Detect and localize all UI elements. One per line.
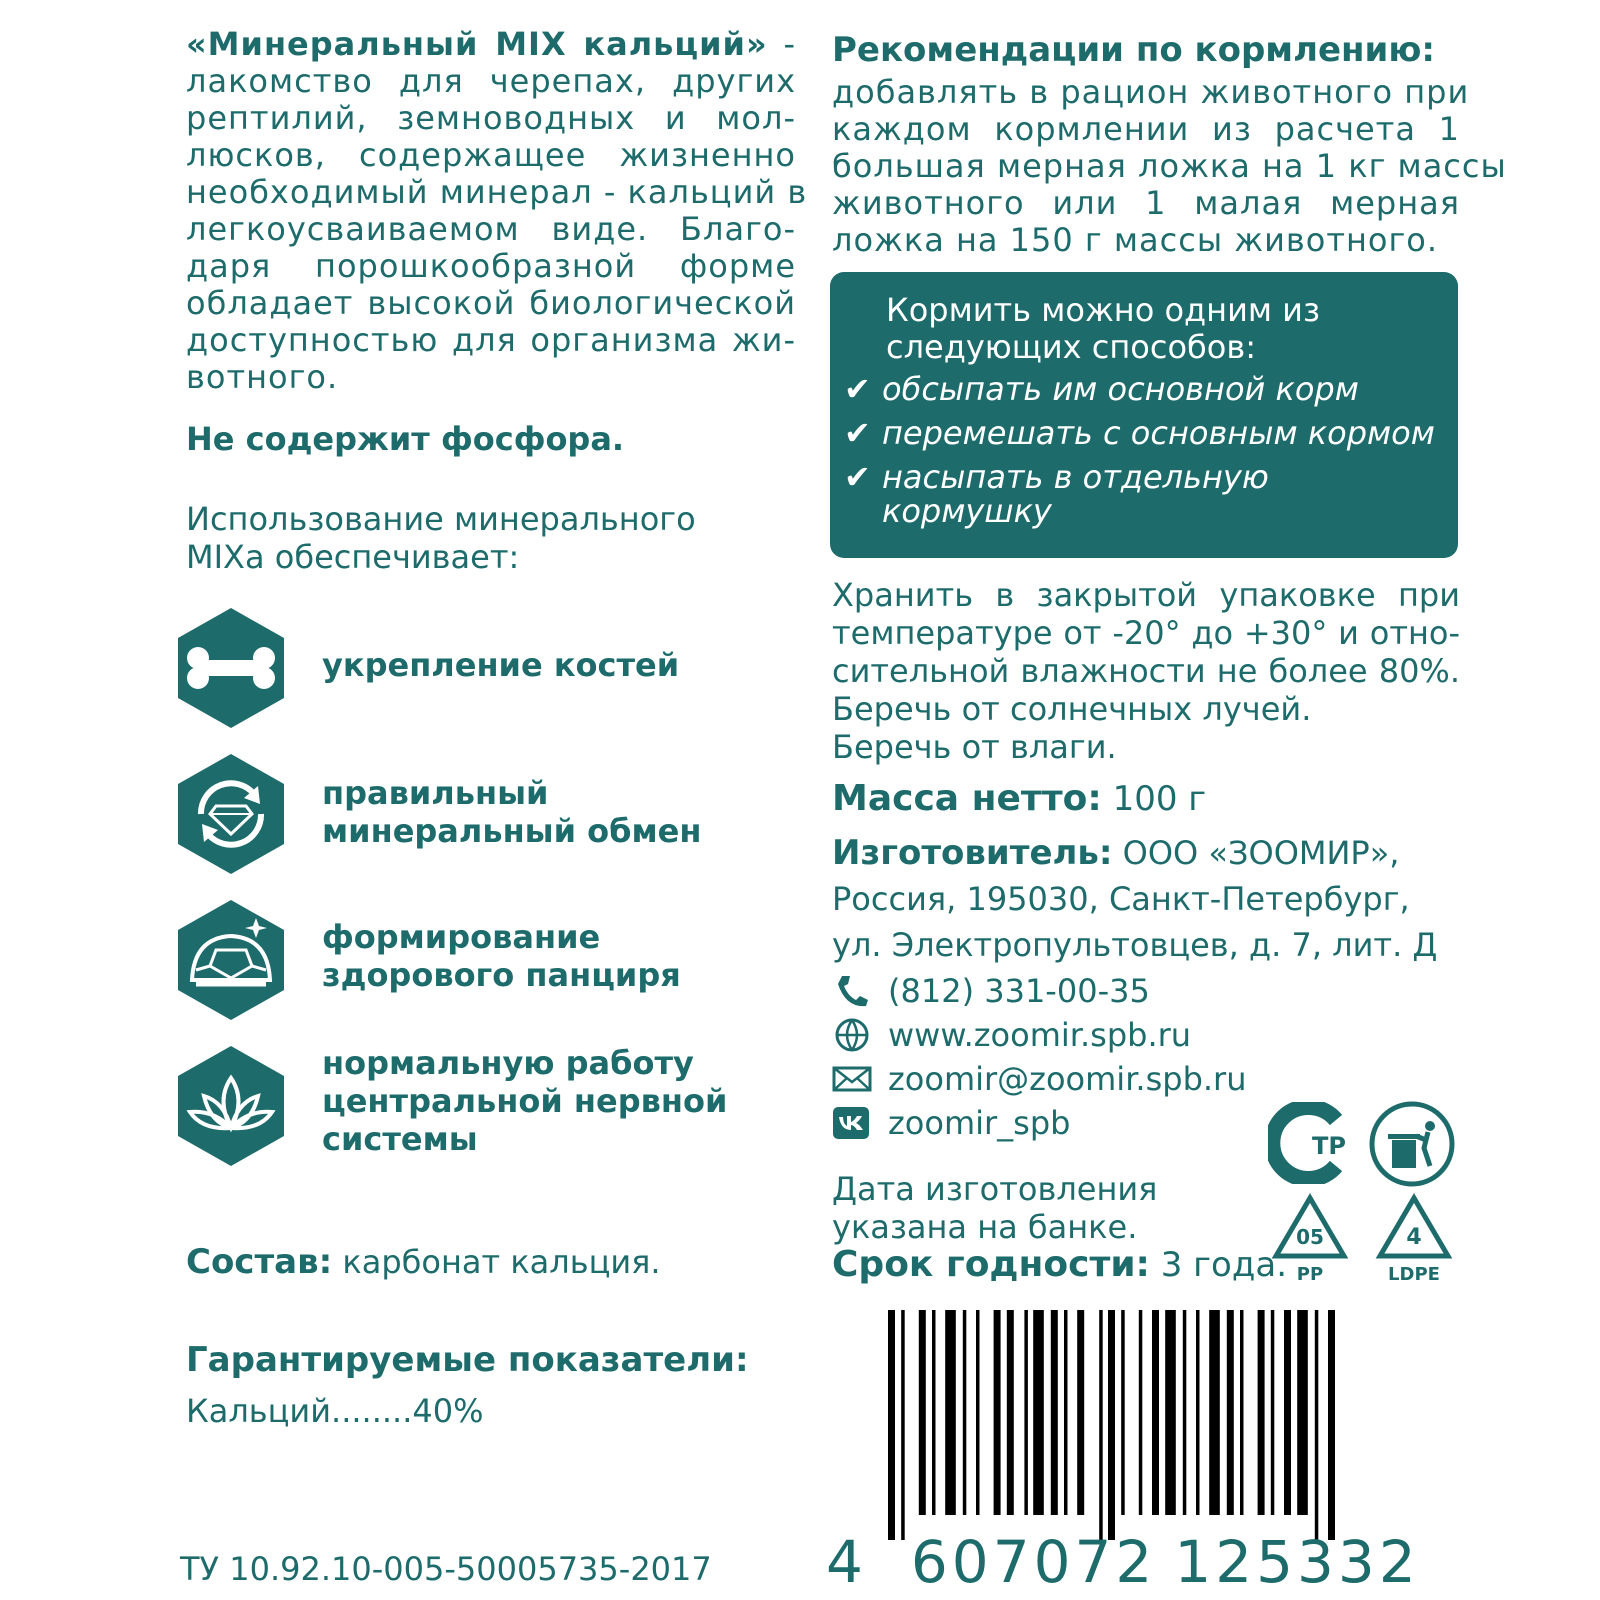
description-line: люсков, содержащее жизненно — [186, 136, 796, 174]
lotus-icon — [176, 1044, 286, 1168]
recycle-code: 05 — [1296, 1225, 1324, 1249]
guaranteed-title: Гарантируемые показатели: — [186, 1340, 749, 1380]
shelf-life — [832, 1244, 1287, 1285]
barcode-bar — [1099, 1310, 1103, 1540]
manufacturer-label: Изготовитель: — [832, 833, 1113, 873]
envelope-icon — [832, 1062, 872, 1096]
barcode-bar — [1152, 1310, 1159, 1515]
vk-icon — [832, 1106, 872, 1140]
barcode-bar — [945, 1310, 956, 1515]
benefit-label: укрепление костей — [322, 646, 680, 684]
barcode-bar — [1328, 1310, 1335, 1540]
barcode-bar — [994, 1310, 1001, 1515]
description-line: лакомство для черепах, других — [186, 62, 796, 100]
check-icon: ✔ — [844, 458, 871, 496]
feeding-option-text: кормушку — [882, 492, 1052, 530]
description-line: легкоусваиваемом виде. Благо- — [186, 210, 796, 248]
phone-number: (812) 331-00-35 — [888, 972, 1150, 1010]
recycle-code: 4 — [1406, 1225, 1422, 1250]
benefit-nervous-system — [176, 1044, 796, 1168]
barcode-number — [826, 1528, 1420, 1596]
product-description — [186, 25, 808, 396]
recommendation-line: добавлять в рацион животного при — [832, 73, 1470, 111]
barcode-bar — [976, 1310, 980, 1515]
storage-line: температуре от -20° до +30° и отно- — [832, 614, 1460, 652]
description-line: рептилий, земноводных и мол- — [186, 99, 796, 137]
manufacture-date-note — [832, 1170, 1157, 1246]
manufacturer-address: ул. Электропультовцев, д. 7, лит. Д — [832, 926, 1438, 964]
feeding-option-text: перемешать с основным кормом — [882, 414, 1435, 452]
manufacture-date-line: указана на банке. — [832, 1208, 1138, 1246]
composition-value: карбонат кальция. — [332, 1243, 661, 1281]
tu-standard: ТУ 10.92.10-005-50005735-2017 — [180, 1550, 712, 1588]
feeding-intro-line: Кормить можно одним из — [886, 291, 1320, 329]
description-line: даря порошкообразной форме — [186, 247, 796, 285]
barcode-bar — [1196, 1310, 1200, 1515]
barcode-bar — [1051, 1310, 1058, 1515]
manufacturer — [832, 830, 1437, 968]
barcode-bar — [1139, 1310, 1143, 1515]
barcode-bar — [1284, 1310, 1291, 1515]
benefit-label-line: нормальную работу — [322, 1044, 694, 1082]
turtle-shell-icon — [176, 898, 286, 1022]
benefit-label-line: центральной нервной — [322, 1082, 728, 1120]
description-line: доступностью для организма жи- — [186, 321, 796, 359]
benefit-bone-strength — [176, 606, 796, 730]
composition-label: Состав: — [186, 1242, 333, 1282]
net-mass-value: 100 г — [1101, 779, 1207, 819]
calcium-value-row: Кальций........40% — [186, 1392, 484, 1430]
benefit-label-line: системы — [322, 1120, 478, 1158]
website[interactable]: www.zoomir.spb.ru — [888, 1016, 1192, 1054]
feeding-intro — [886, 292, 1320, 366]
title-dash: - — [767, 25, 796, 63]
barcode-first-digit: 4 — [826, 1528, 867, 1596]
mineral-exchange-icon — [176, 752, 286, 876]
benefit-label — [322, 774, 701, 850]
recommendations-body — [832, 73, 1507, 259]
barcode-bar — [919, 1310, 926, 1515]
benefit-label-line: правильный — [322, 774, 549, 812]
recommendation-line: животного или 1 малая мерная — [832, 184, 1460, 222]
barcode-bar — [888, 1310, 895, 1540]
phone-icon — [832, 974, 872, 1008]
recommendation-line: каждом кормлении из расчета 1 — [832, 110, 1460, 148]
manufacturer-name: ООО «ЗООМИР», — [1112, 834, 1400, 872]
composition — [186, 1242, 661, 1282]
benefit-label — [322, 1044, 727, 1158]
barcode-bar — [932, 1310, 936, 1515]
manufacturer-address: Россия, 195030, Санкт-Петербург, — [832, 880, 1410, 918]
recommendation-line: ложка на 150 г массы животного. — [832, 221, 1439, 259]
benefit-mineral-exchange — [176, 752, 796, 876]
usage-line: Использование минерального — [186, 500, 696, 538]
benefit-healthy-shell — [176, 898, 796, 1022]
barcode-bar — [963, 1310, 967, 1515]
check-icon: ✔ — [844, 414, 871, 452]
usage-line: MIXа обеспечивает: — [186, 538, 520, 576]
benefit-label-line: формирование — [322, 918, 601, 956]
barcode-bar — [1108, 1310, 1115, 1540]
barcode-bar — [1209, 1310, 1220, 1515]
bone-icon — [176, 606, 286, 730]
description-line: вотного. — [186, 358, 339, 396]
usage-intro — [186, 500, 746, 576]
recycle-ldpe-icon — [1372, 1192, 1456, 1284]
storage-line: сительной влажности не более 80%. — [832, 652, 1460, 690]
storage-line: Хранить в закрытой упаковке при — [832, 576, 1460, 614]
storage-conditions — [832, 576, 1460, 766]
globe-icon — [832, 1018, 872, 1052]
barcode-bar — [1227, 1310, 1234, 1515]
no-phosphorus-note: Не содержит фосфора. — [186, 420, 625, 458]
feeding-option — [844, 372, 1359, 406]
product-title: «Минеральный MIX кальций» — [186, 25, 768, 63]
check-icon: ✔ — [844, 370, 871, 408]
recommendation-line: большая мерная ложка на 1 кг массы — [832, 147, 1507, 185]
benefit-label-line: минеральный обмен — [322, 812, 702, 850]
barcode-bar — [1258, 1310, 1265, 1515]
barcode-bar — [1033, 1310, 1044, 1515]
benefit-label — [322, 918, 681, 994]
shelf-life-label: Срок годности: — [832, 1244, 1150, 1285]
barcode-bar — [1297, 1310, 1308, 1515]
feeding-option — [844, 416, 1435, 450]
net-mass — [832, 778, 1206, 819]
barcode-bar — [1271, 1310, 1275, 1515]
barcode-bar — [1165, 1310, 1176, 1515]
barcode-bar — [1240, 1310, 1244, 1515]
feeding-intro-line: следующих способов: — [886, 328, 1256, 366]
feeding-option-text: обсыпать им основной корм — [882, 370, 1359, 408]
feeding-option — [844, 460, 1269, 528]
description-line: обладает высокой биологической — [186, 284, 796, 322]
barcode-bar — [1077, 1310, 1084, 1515]
barcode-bar — [1007, 1310, 1014, 1515]
barcode-group-left: 607072 — [910, 1528, 1157, 1596]
manufacture-date-line: Дата изготовления — [832, 1170, 1158, 1208]
storage-line: Беречь от влаги. — [832, 728, 1117, 766]
recommendations-title: Рекомендации по кормлению: — [832, 30, 1436, 70]
recycle-label: PP — [1296, 1264, 1324, 1284]
net-mass-label: Масса нетто: — [832, 778, 1102, 819]
barcode-bar — [1183, 1310, 1187, 1515]
barcode-bar — [1121, 1310, 1125, 1515]
barcode — [888, 1310, 1448, 1540]
barcode-bar — [1024, 1310, 1028, 1515]
feeding-option-text: насыпать в отдельную — [882, 458, 1269, 496]
barcode-group-right: 125332 — [1174, 1528, 1420, 1596]
eac-mark-icon — [1268, 1102, 1350, 1184]
barcode-bar — [901, 1310, 905, 1540]
barcode-bar — [1315, 1310, 1319, 1540]
storage-line: Беречь от солнечных лучей. — [832, 690, 1312, 728]
vk-handle[interactable]: zoomir_spb — [888, 1104, 1071, 1142]
email[interactable]: zoomir@zoomir.spb.ru — [888, 1060, 1247, 1098]
shelf-life-value: 3 года. — [1149, 1245, 1287, 1285]
description-line: необходимый минерал - кальций в — [186, 173, 808, 211]
eac-mark-text: ТР — [1312, 1132, 1346, 1160]
trash-bin-icon — [1368, 1100, 1456, 1188]
feeding-methods-box — [830, 272, 1458, 558]
benefit-label-line: здорового панциря — [322, 956, 681, 994]
barcode-bar — [1064, 1310, 1068, 1515]
recycle-label: LDPE — [1388, 1264, 1440, 1284]
